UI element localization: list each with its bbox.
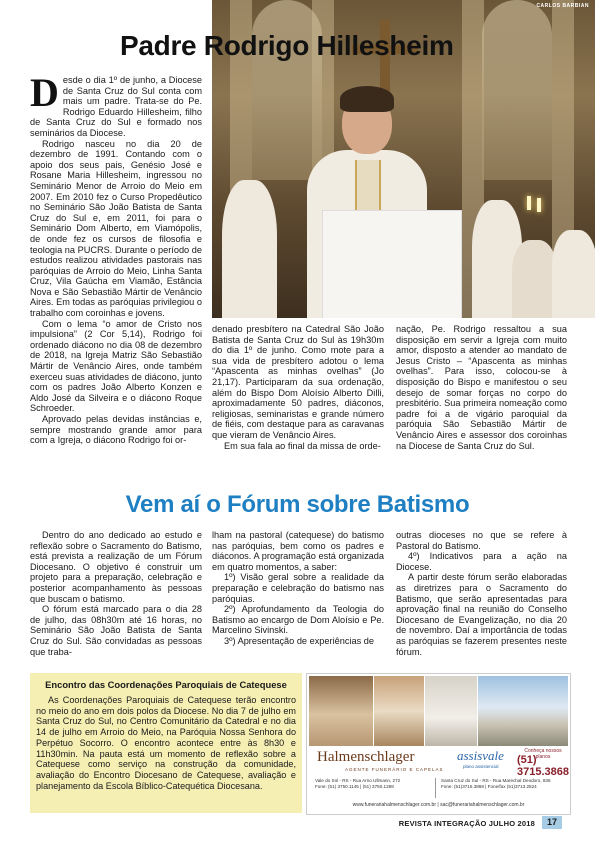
drop-cap: D — [30, 70, 59, 115]
paragraph: A partir deste fórum serão elaboradas as diretrizes para o Sacramento do Batismo, que serão apresentadas para aprovação final na reunião do Conselho Diocesano de Evangelização, no dia 20 de novembro. Daí a importância de todas as paróquias se fazerem presentes neste fórum. — [396, 572, 567, 657]
paragraph: Com o lema “o amor de Cristo nos impulsiona” (2 Cor 5,14), Rodrigo foi ordenado diácono no dia 08 de dezembro de 2018, na Igreja Matriz São Sebastião Mártir de Venâncio Aires, onde também exerceu suas atividades de diácono, junto com os padres João Alberto Konzen e Aldo José da Silveira e o diácono Roque Schroeder. — [30, 318, 202, 414]
paragraph: esde o dia 1º de junho, a Diocese de Santa Cruz do Sul conta com mais um padre. Trata-se do Pe. Rodrigo Eduardo Hillesheim, filho de Santa Cruz do Sul e formado nos seminários da Diocese. — [30, 75, 202, 138]
address-santa-cruz: Santa Cruz do Sul - RS - Rua Marechal Deodoro, 836 Fone: (51)3715.3868 | Fone/fax (51)3713.2824 — [441, 778, 551, 789]
article2-column-3 — [396, 530, 567, 657]
box-title: Encontro das Coordenações Paroquiais de Catequese — [45, 679, 287, 690]
article-title: Padre Rodrigo Hillesheim — [120, 30, 454, 61]
assisvale-subtitle: plano assistencial — [463, 764, 499, 769]
photo-credit: CARLOS BARBIAN — [536, 3, 589, 9]
magazine-footer: REVISTA INTEGRAÇÃO JULHO 2018 — [398, 819, 535, 828]
paragraph: 2º) Aprofundamento da Teologia do Batismo ao encargo de Dom Aloísio e Pe. Marcelino Sivinski. — [212, 604, 384, 636]
address-vale-do-sol: Vale do Sol - RS - Rua Arno Ullmann, 272 Fone: (51) 3750.1145 | (51) 3750.1288 — [315, 778, 401, 789]
paragraph: Rodrigo nasceu no dia 20 de dezembro de 1991. Contando com o apoio dos seus pais, Genésio José e Rosane Maria Hillesheim, ingressou no Seminário Menor de Arroio do Meio em 2007. Em 2010 fez o Curso Propedêutico no Seminário São João Batista de Santa Cruz do Sul e, em 2011, foi para o Seminário Dom Alberto, em Viamópolis, de onde fez os cursos de filosofia e teologia na PUCRS. Durante o período de estudos realizou atividades pastorais nas paróquias de Arroio do Meio, Linha Santa Cruz, Vila Gaúcha em Viamão, Estância Nova e São Sebastião Mártir de Venâncio Aires. Em todas as paróquias privilegiou o trabalho com coroinhas e jovens. — [30, 138, 202, 319]
assisvale-logo: assisvale — [457, 748, 504, 763]
paragraph: outras dioceses no que se refere à Pastoral do Batismo. — [396, 530, 567, 551]
ad-photos — [309, 676, 568, 746]
paragraph: 4º) Indicativos para a ação na Diocese. — [396, 551, 567, 572]
article1-column-3 — [396, 324, 567, 451]
article1-column-2 — [212, 324, 384, 451]
paragraph: As Coordenações Paroquiais de Catequese terão encontro no meio do ano em dois polos da Diocese. No dia 7 de julho em Santa Cruz do Sul, no Centro Comunitário da Catedral e no dia 14 de julho em Arroio do Meio, na Paróquia Nossa Senhora do Perpétuo Socorro. O encontro acontece entre às 8h30 e 11h30min. Na pauta está um momento de reflexão sobre a Catequese como serviço na construção da comunidade, avaliação do Encontro Diocesano de Catequese, avaliação e planejamento da Escola Bíblico-Catequética Diocesana. — [36, 695, 296, 791]
paragraph: denado presbítero na Catedral São João Batista de Santa Cruz do Sul às 19h30m do dia 1º de junho. Como mote para a sua vida de presbítero adotou o lema “Apascenta as minhas ovelhas” (Jo 21,17). Participaram da sua ordenação, além do Bispo Dom Aloísio Alberto Dilli, aproximadamente 50 padres, diáconos, religiosas, seminaristas e grande número de fiéis, com destaque para as caravanas que vieram de Venâncio Aires. — [212, 324, 384, 440]
catechesis-box — [30, 673, 302, 813]
brand-logo: Halmenschlager — [317, 749, 415, 765]
brand-subtitle: AGENTE FUNERÁRIO E CAPELAS — [345, 767, 444, 772]
paragraph: O fórum está marcado para o dia 28 de julho, das 08h30m até 16 horas, no Seminário São João Batista de Santa Cruz do Sul. São convidadas as pessoas que traba- — [30, 604, 202, 657]
paragraph: lham na pastoral (catequese) do batismo nas paróquias, bem como os padres e diáconos. A programação está organizada em quatro momentos, a saber: — [212, 530, 384, 572]
funeral-home-ad[interactable] — [306, 673, 571, 815]
paragraph: Dentro do ano dedicado ao estudo e reflexão sobre o Sacramento do Batismo, está prevista a realização de um Fórum Diocesano. O objetivo é construir um projeto para a preparação, celebração e posterior acompanhamento às pessoas que buscam o batismo. — [30, 530, 202, 604]
divider — [435, 778, 436, 798]
plans-label: Conheça nossos planos — [524, 748, 562, 760]
paragraph: Aprovado pelas devidas instâncias e, sempre mostrando grande amor para com a Igreja, o diácono Rodrigo foi or- — [30, 414, 202, 446]
paragraph: Em sua fala ao final da missa de orde- — [224, 440, 381, 451]
section-title: Vem aí o Fórum sobre Batismo — [125, 491, 470, 518]
paragraph: 1º) Visão geral sobre a realidade da preparação e celebração do batismo nas paróquias. — [212, 572, 384, 604]
article2-column-1 — [30, 530, 202, 657]
website-link[interactable]: www.funerariahalmenschlager.com.br | sac@funerariahalmenschlager.com.br — [352, 802, 525, 808]
phone-number: (51) 3715.3868 — [517, 754, 569, 778]
article1-column-1 — [30, 70, 202, 446]
paragraph: 3º) Apresentação de experiências de — [224, 635, 374, 646]
article2-column-2 — [212, 530, 384, 647]
paragraph: nação, Pe. Rodrigo ressaltou a sua disposição em servir a Igreja com muito amor, disposto a atender ao mandato de Jesus Cristo – “Apascenta as minhas ovelhas”. Para isso, colocou-se à disposição do Bispo e manifestou o seu desejo de somar forças no corpo do presbitério. Sua primeira nomeação como padre foi a de vigário paroquial da paróquia São Sebastião Mártir de Venâncio Aires e assessor dos coroinhas na Diocese de Santa Cruz do Sul. — [396, 324, 567, 451]
page-number: 17 — [542, 816, 562, 829]
